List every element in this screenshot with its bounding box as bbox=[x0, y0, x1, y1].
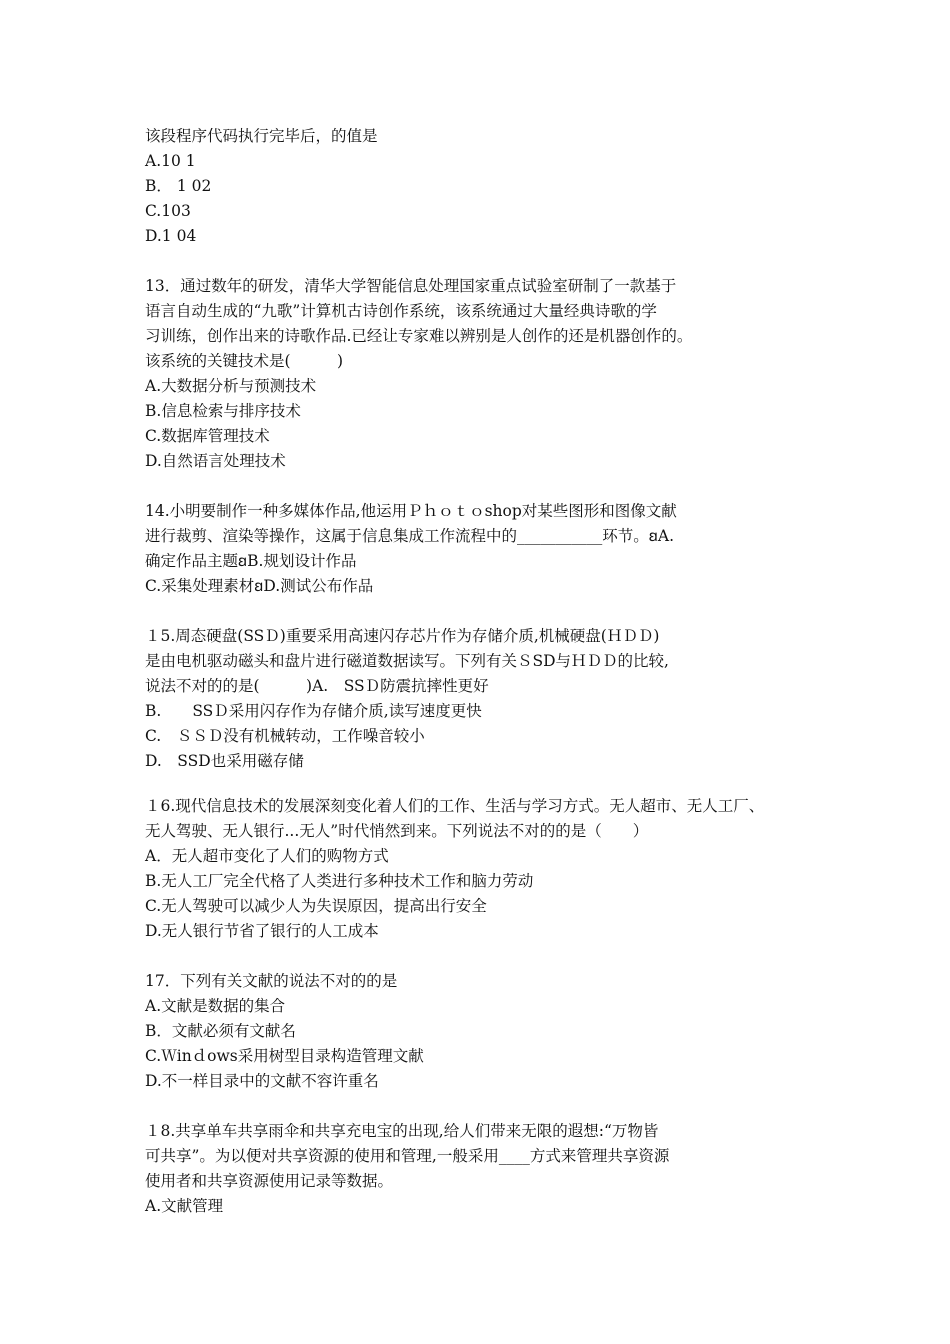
option-c: C.103 bbox=[145, 202, 191, 220]
option-b: B.信息检索与排序技术 bbox=[145, 402, 301, 420]
document-page bbox=[145, 124, 845, 1219]
question-stem-line: １5.周态硬盘(SSＤ)重要采用高速闪存芯片作为存储介质,机械硬盘(ＨＤＤ) bbox=[145, 627, 660, 645]
question-stem-line: 说法不对的的是( )A. SSＤ防震抗摔性更好 bbox=[145, 677, 489, 695]
question-options-line: 确定作品主题ꞛB.规划设计作品 bbox=[145, 552, 357, 570]
question-stem-line: 14.小明要制作一种多媒体作品,他运用Ｐｈｏｔｏshop对某些图形和图像文献 bbox=[145, 502, 677, 520]
option-c: C.数据库管理技术 bbox=[145, 427, 270, 445]
question-stem-line: 可共享”。为以便对共享资源的使用和管理,一般采用____方式来管理共享资源 bbox=[145, 1147, 670, 1165]
option-a: A．无人超市变化了人们的购物方式 bbox=[145, 847, 389, 865]
question-15 bbox=[145, 624, 845, 774]
option-a: A.大数据分析与预测技术 bbox=[145, 377, 317, 395]
option-b: B.无人工厂完全代格了人类进行多种技术工作和脑力劳动 bbox=[145, 872, 534, 890]
question-stem-line: 是由电机驱动磁头和盘片进行磁道数据读写。下列有关ＳSD与ＨＤＤ的比较, bbox=[145, 652, 669, 670]
question-stem-line: 使用者和共享资源使用记录等数据。 bbox=[145, 1172, 394, 1190]
question-14 bbox=[145, 499, 845, 599]
question-stem: 该段程序代码执行完毕后，的值是 bbox=[145, 127, 378, 145]
question-stem-line: 无人驾驶、无人银行...无人”时代悄然到来。下列说法不对的的是（ ） bbox=[145, 822, 649, 840]
option-b: B．文献必须有文献名 bbox=[145, 1022, 296, 1040]
question-stem-line: 语言自动生成的“九歌”计算机古诗创作系统，该系统通过大量经典诗歌的学 bbox=[145, 302, 657, 320]
option-d: D. SSD也采用磁存储 bbox=[145, 752, 304, 770]
question-stem-line: 进行裁剪、渲染等操作，这属于信息集成工作流程中的___________环节。ꞛA. bbox=[145, 527, 675, 545]
option-d: D.不一样目录中的文献不容许重名 bbox=[145, 1072, 379, 1090]
option-b: B． 1 02 bbox=[145, 177, 212, 195]
option-d: D.自然语言处理技术 bbox=[145, 452, 286, 470]
option-b: B. SSＤ采用闪存作为存储介质,读写速度更快 bbox=[145, 702, 482, 720]
question-stem: 17．下列有关文献的说法不对的的是 bbox=[145, 972, 398, 990]
option-a: A.文献是数据的集合 bbox=[145, 997, 286, 1015]
option-d: D.1 04 bbox=[145, 227, 197, 245]
option-c: C. ＳＳＤ没有机械转动，工作噪音较小 bbox=[145, 727, 425, 745]
question-13 bbox=[145, 274, 845, 474]
option-a: A.10 1 bbox=[145, 152, 196, 170]
question-16 bbox=[145, 794, 845, 944]
question-12 bbox=[145, 124, 845, 249]
question-stem-line: 13．通过数年的研发，清华大学智能信息处理国家重点试验室研制了一款基于 bbox=[145, 277, 677, 295]
question-stem-line: 该系统的关键技术是( ) bbox=[145, 352, 344, 370]
question-17 bbox=[145, 969, 845, 1094]
question-18 bbox=[145, 1119, 845, 1219]
question-stem-line: １6.现代信息技术的发展深刻变化着人们的工作、生活与学习方式。无人超市、无人工厂、 bbox=[145, 797, 765, 815]
option-a: A.文献管理 bbox=[145, 1197, 224, 1215]
question-stem-line: 习训练，创作出来的诗歌作品.已经让专家难以辨别是人创作的还是机器创作的。 bbox=[145, 327, 693, 345]
question-options-line: C.采集处理素材ꞛD.测试公布作品 bbox=[145, 577, 374, 595]
option-d: D.无人银行节省了银行的人工成本 bbox=[145, 922, 379, 940]
question-stem-line: １8.共享单车共享雨伞和共享充电宝的出现,给人们带来无限的遐想:“万物皆 bbox=[145, 1122, 659, 1140]
option-c: C.无人驾驶可以减少人为失误原因，提高出行安全 bbox=[145, 897, 487, 915]
option-c: C.Ｗinｄows采用树型目录构造管理文献 bbox=[145, 1047, 424, 1065]
